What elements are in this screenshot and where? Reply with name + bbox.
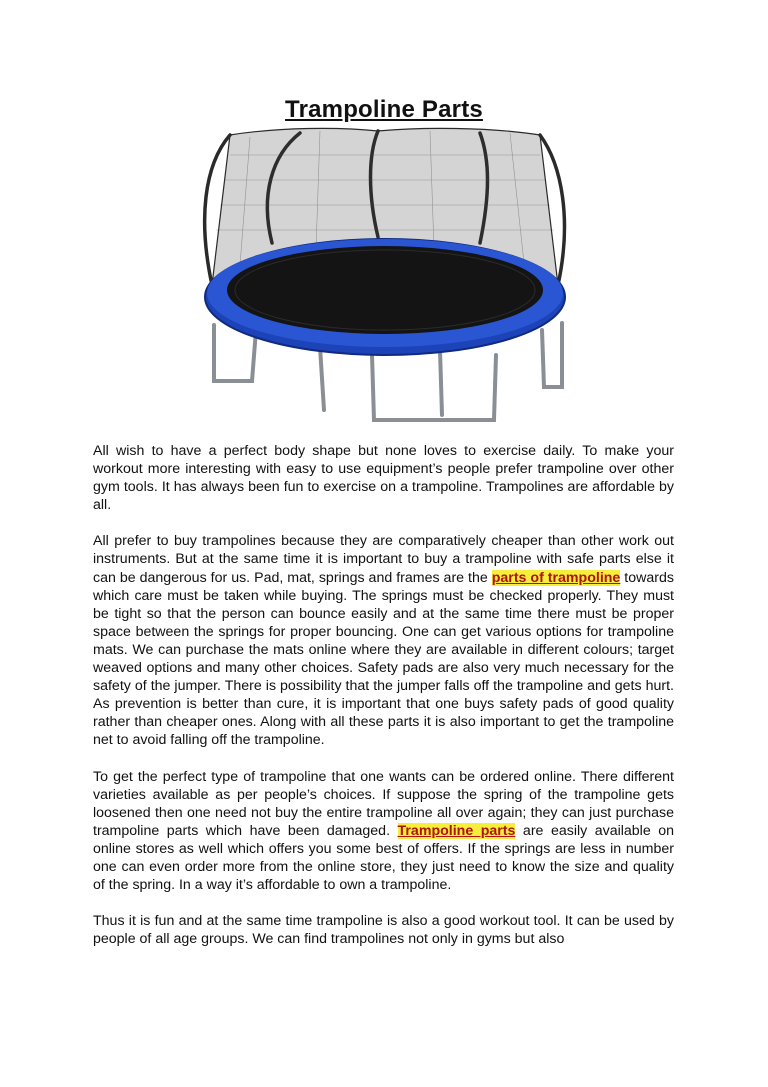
paragraph-2-after: towards which care must be taken while buying. The springs must be checked properly. They must be tight so that the person can bounce easily and at the same time there must be proper space between the springs for proper bouncing. One can get various options for trampoline mats. We can purchase the mats online where they are available in different colours; target weaved options and many other choices. Safety pads are also very much necessary for the safety of the jumper. There is possibility that the jumper falls off the trampoline and gets hurt. As prevention is better than cure, it is important that one buys safety pads of good quality rather than cheaper ones. Along with all these parts it is also important to get the trampoline net to avoid falling off the trampoline.	[93, 569, 674, 749]
jumping-mat	[227, 246, 543, 334]
paragraph-3	[93, 768, 674, 895]
paragraph-2-before: All prefer to buy trampolines because they are comparatively cheaper than other work out instruments. But at the same time it is important to buy a trampoline with safe parts else it can be dangerous for us. Pad, mat, springs and frames are the	[93, 533, 674, 586]
trampoline-image	[190, 125, 580, 430]
trampoline-parts-link[interactable]: Trampoline parts	[397, 822, 516, 839]
page-title: Trampoline Parts	[285, 96, 483, 123]
paragraph-3-before: To get the perfect type of trampoline that one wants can be ordered online. There different varieties available as per people’s choices. If suppose the spring of the trampoline gets loosened then one need not buy the entire trampoline all over again; they can just purchase trampoline parts which have been damaged.	[93, 768, 674, 839]
paragraph-2	[93, 532, 674, 749]
paragraph-4: Thus it is fun and at the same time trampoline is also a good workout tool. It can be used by people of all age groups. We can find trampolines not only in gyms but also	[93, 913, 674, 948]
paragraph-3-after: are easily available on online stores as well which offers you some best of offers. If the springs are less in number one can even order more from the online store, they just need to know the size and quality of the spring. In a way it’s affordable to own a trampoline.	[93, 822, 675, 894]
paragraph-1: All wish to have a perfect body shape but none loves to exercise daily. To make your workout more interesting with easy to use equipment’s people prefer trampoline over other gym tools. It has always been fun to exercise on a trampoline. Trampolines are affordable by all.	[93, 443, 674, 514]
article-body	[93, 442, 674, 966]
trampoline-illustration	[190, 125, 580, 430]
parts-of-trampoline-link[interactable]: parts of trampoline	[491, 569, 621, 586]
